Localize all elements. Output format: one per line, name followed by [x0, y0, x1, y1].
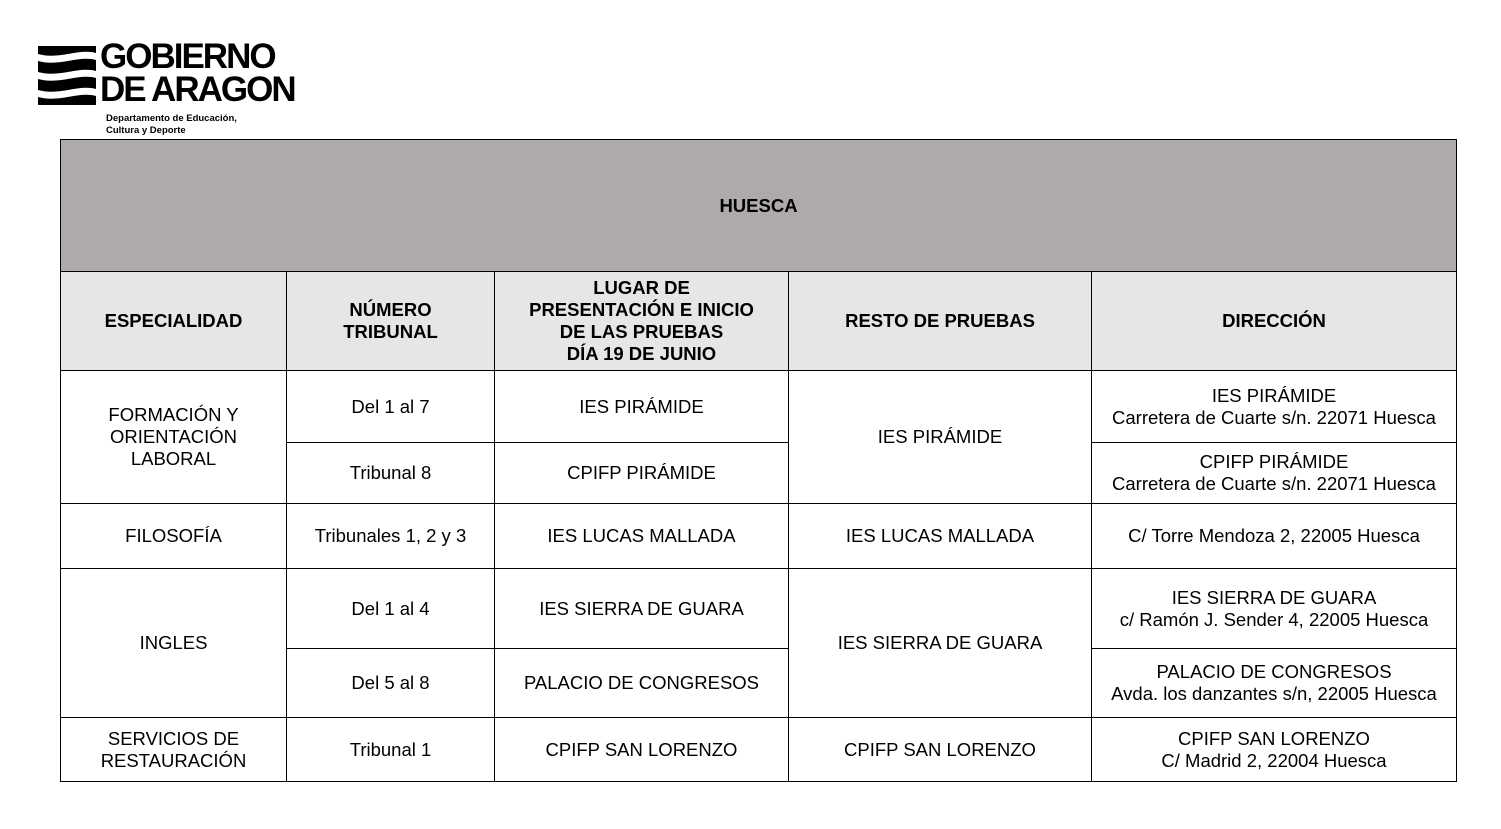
tribunal-cell: Tribunal 1 [287, 718, 495, 782]
direccion-cell: IES PIRÁMIDE Carretera de Cuarte s/n. 22071 Huesca [1092, 371, 1457, 443]
lugar-cell: IES PIRÁMIDE [495, 371, 789, 443]
department-line-1: Departamento de Educación, [106, 113, 237, 124]
department-name [106, 113, 237, 137]
especialidad-cell: SERVICIOS DE RESTAURACIÓN [61, 718, 287, 782]
lugar-cell: IES SIERRA DE GUARA [495, 569, 789, 649]
header-resto-pruebas: RESTO DE PRUEBAS [789, 272, 1092, 371]
header-numero-tribunal: NÚMERO TRIBUNAL [287, 272, 495, 371]
tribunal-cell: Del 1 al 7 [287, 371, 495, 443]
resto-cell: IES SIERRA DE GUARA [789, 569, 1092, 718]
resto-cell: CPIFP SAN LORENZO [789, 718, 1092, 782]
direccion-cell: CPIFP PIRÁMIDE Carretera de Cuarte s/n. 22071 Huesca [1092, 443, 1457, 504]
aragon-emblem-icon [38, 44, 96, 106]
resto-cell: IES PIRÁMIDE [789, 371, 1092, 504]
logo-line-1: GOBIERNO [100, 37, 275, 76]
table-row [61, 569, 1457, 649]
tribunal-cell: Del 1 al 4 [287, 569, 495, 649]
tribunal-cell: Del 5 al 8 [287, 649, 495, 718]
department-line-2: Cultura y Deporte [106, 125, 186, 136]
tribunal-cell: Tribunales 1, 2 y 3 [287, 504, 495, 569]
resto-cell: IES LUCAS MALLADA [789, 504, 1092, 569]
table-row [61, 718, 1457, 782]
especialidad-cell: INGLES [61, 569, 287, 718]
especialidad-cell: FORMACIÓN Y ORIENTACIÓN LABORAL [61, 371, 287, 504]
lugar-cell: IES LUCAS MALLADA [495, 504, 789, 569]
header-row [61, 272, 1457, 371]
especialidad-cell: FILOSOFÍA [61, 504, 287, 569]
lugar-cell: PALACIO DE CONGRESOS [495, 649, 789, 718]
logo-line-2: DE ARAGON [100, 70, 295, 109]
direccion-cell: PALACIO DE CONGRESOS Avda. los danzantes s/n, 22005 Huesca [1092, 649, 1457, 718]
direccion-cell: CPIFP SAN LORENZO C/ Madrid 2, 22004 Huesca [1092, 718, 1457, 782]
table-row [61, 504, 1457, 569]
header-direccion: DIRECCIÓN [1092, 272, 1457, 371]
province-title: HUESCA [61, 140, 1457, 272]
tribunal-cell: Tribunal 8 [287, 443, 495, 504]
lugar-cell: CPIFP PIRÁMIDE [495, 443, 789, 504]
table-row [61, 371, 1457, 443]
lugar-cell: CPIFP SAN LORENZO [495, 718, 789, 782]
gobierno-aragon-logo [38, 37, 308, 138]
header-especialidad: ESPECIALIDAD [61, 272, 287, 371]
header-lugar-presentacion: LUGAR DE PRESENTACIÓN E INICIO DE LAS PRUEBAS DÍA 19 DE JUNIO [495, 272, 789, 371]
tribunales-table [60, 139, 1457, 782]
direccion-cell: IES SIERRA DE GUARA c/ Ramón J. Sender 4, 22005 Huesca [1092, 569, 1457, 649]
province-row [61, 140, 1457, 272]
logo-wordmark [100, 37, 295, 109]
direccion-cell: C/ Torre Mendoza 2, 22005 Huesca [1092, 504, 1457, 569]
